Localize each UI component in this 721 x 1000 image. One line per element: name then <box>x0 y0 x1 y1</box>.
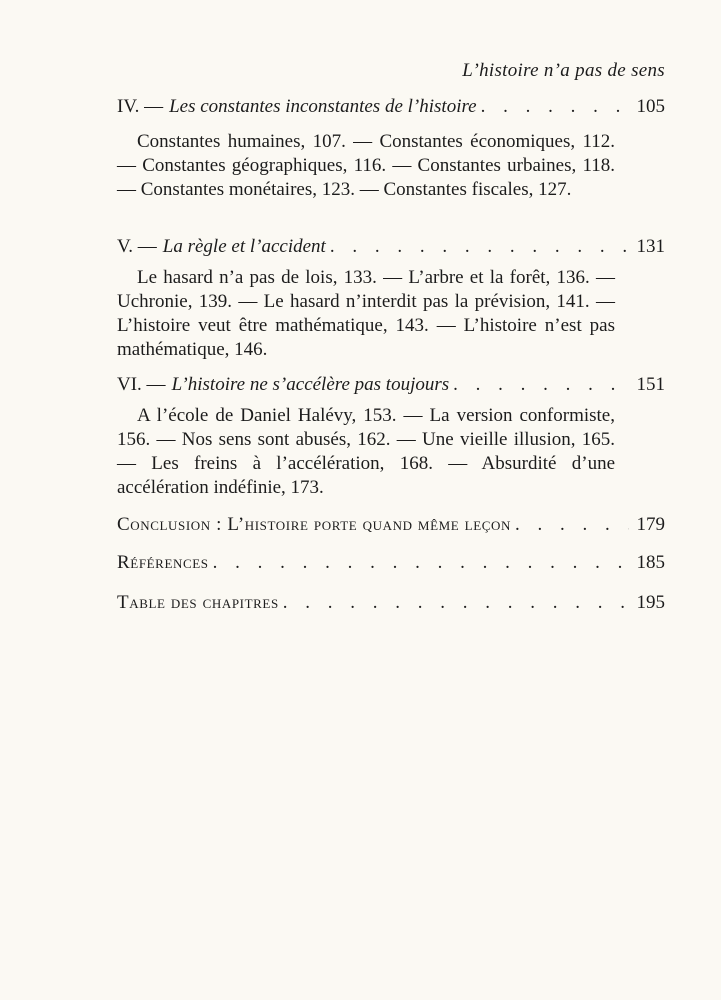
chapter-summary: Constantes humaines, 107. — Constantes économiques, 112. — Constantes géographiques, 116. — Constantes urbaines, 118. — Constantes monétaires, 123. — Constantes fiscales, 127. <box>117 131 615 200</box>
chapter-title: L’histoire ne s’accélère pas toujours <box>171 374 450 395</box>
entry-title: Table des chapitres <box>117 592 279 613</box>
chapter-summary: Le hasard n’a pas de lois, 133. — L’arbre et la forêt, 136. — Uchronie, 139. — Le hasard n’interdit pas la prévision, 141. — L’histoire veut être mathématique, 143. — L’histoire n’est pas mathématique, 146. <box>117 267 615 360</box>
page-number: 105 <box>636 96 665 117</box>
entry-title: Références <box>117 552 209 573</box>
toc-entry-references <box>117 552 665 574</box>
page-number: 185 <box>636 552 665 573</box>
entry-title: Conclusion : L’histoire porte quand même leçon <box>117 514 511 535</box>
chapter-summary: A l’école de Daniel Halévy, 153. — La version conformiste, 156. — Nos sens sont abusés, 162. — Une vieille illusion, 165. — Les freins à l’accélération, 168. — Absurdité d’une accélération indéfinie, 173. <box>117 405 615 498</box>
toc-entry-chapter-5 <box>117 236 665 258</box>
chapter-number: IV. — <box>117 96 164 117</box>
chapter-number: V. — <box>117 236 157 257</box>
toc-entry-chapter-6 <box>117 374 665 396</box>
toc-entry-conclusion <box>117 514 665 536</box>
toc-entry-table-of-chapters <box>117 592 665 614</box>
dot-leader <box>453 374 629 396</box>
running-head: L’histoire n’a pas de sens <box>462 60 665 81</box>
dot-leader <box>213 552 629 574</box>
page-number: 179 <box>636 514 665 535</box>
dot-leader <box>283 592 629 614</box>
chapter-title: Les constantes inconstantes de l’histoire <box>169 96 477 117</box>
dot-leader <box>330 236 629 258</box>
page-number: 195 <box>636 592 665 613</box>
page-number: 131 <box>636 236 665 257</box>
page-number: 151 <box>636 374 665 395</box>
chapter-number: VI. — <box>117 374 166 395</box>
dot-leader <box>481 96 629 118</box>
toc-entry-chapter-4 <box>117 96 665 118</box>
chapter-title: La règle et l’accident <box>162 236 326 257</box>
dot-leader <box>515 514 629 536</box>
